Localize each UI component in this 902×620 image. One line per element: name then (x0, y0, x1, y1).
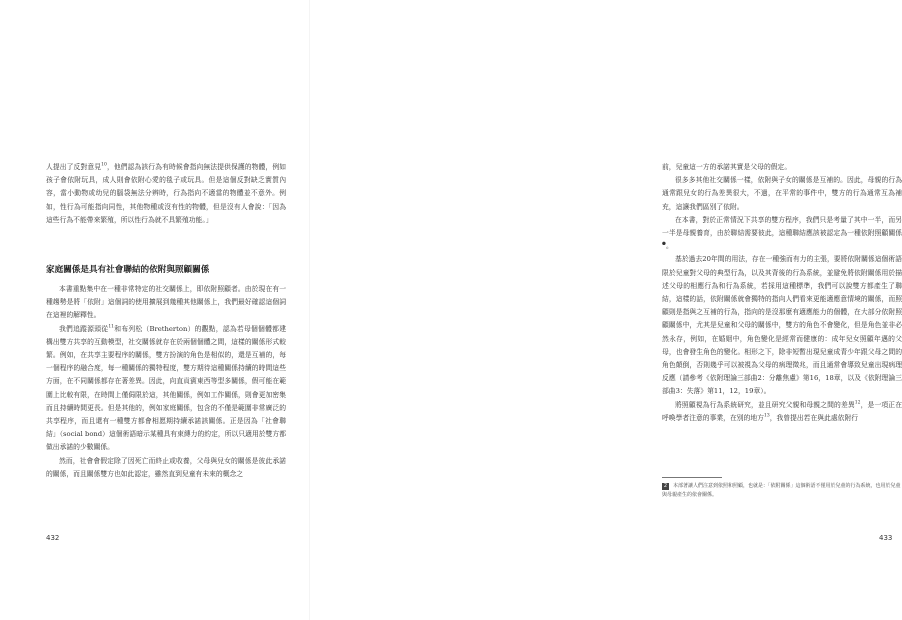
left-top-text (46, 161, 286, 227)
text-run: ，是一項正在呼喚學者注意的事業，在別的地方 (662, 400, 902, 422)
right-page (310, 0, 902, 620)
text-run: 和布列松（Bretherton）的觀點，認為若母個個體都建構出雙方共享的互動模型，社交關係就存在於兩個個體之間，這樣的關係形式較繁。例如，在共享主要程序的關係，雙方扮演的角色是相似的，還是互補的，每一個程序的融合度，每一種關係的獨特程度，雙方期待這種關係持續的時間這些方面，在不同關係都存在著差異。因此，向直貢賓東西等型多關係，假可能在範圍上比較有限，在時間上僅侷限於這，其他關係，例如工作關係，則會更加密集而且持續時間更長。但是其他的，例如家庭關係，包含的不僅是範圍非常廣泛的共享程序，而且還有一種雙方都會相愿期持續承諾該關係。正是因為「社會聯結」（social bond）這個術語暗示某種具有束縛力的約定，所以只適用於雙方都做出承諾的少數關係。 (46, 324, 286, 452)
citation-superscript: 10 (101, 162, 107, 168)
right-paragraph-4: 基於過去20年間的用法，存在一種強而有力的主張，要將依附關係這個術語限於兒童對父母的典型行為，以及其背後的行為系統，並避免將依附關係用於描述父母的相應行為和行為系統，若採用這種標準，我們可以說雙方都產生了聯結，這樣的話，依附關係就會獨特的指向人們看來更能適應意情境的關係，而照顧則是指與之互補的行為，指向的是沒那麼有適應能力的個體，在大部分依附照顧關係中，尤其是兒童和父母的關係中，雙方的角色不會變化，但是角色並非必然永存，例如，在婚姻中，角色變化是經常而健康的：成年兒女照顧年邁的父母，也會發生角色的變化。相形之下，除非短暫出現兒童成青少年跟父母之間的角色顛倒，否則幾乎可以被視為父母的病理徵兆，而且通常會導致兒童出現病理反應（請參考《依附理論三部曲2：分離焦慮》第16，18章，以及《依附理論三部曲3：失落》第11，12，19章）。 (662, 255, 902, 396)
right-text (662, 161, 902, 425)
text-run: ，我曾提出若在與此處依附行 (769, 413, 859, 422)
right-paragraph-1: 前，兒童這一方的承諾其實是父母的假定。 (662, 163, 792, 171)
citation-superscript: 11 (108, 324, 115, 330)
footnote-marker: ● (662, 241, 666, 247)
left-paragraph-2: 本書重點集中在一種非常特定的社交關係上，即依附照顧者。由於現在有一種趨勢是將「依附」這個詞的使用擴展到幾種其他關係上，我們最好確認這個詞在這裡的解釋性。 (46, 285, 286, 320)
text-run: 將照顧視為行為系統研究，並且研究父親和母親之間的差異 (675, 400, 855, 409)
text-run: 人提出了反對意見 (46, 163, 102, 171)
right-paragraph-3 (662, 214, 902, 254)
citation-superscript: 13 (763, 413, 770, 419)
text-run: ，他們認為該行為有時候會指向無法提供保護的物體，例如孩子會依附玩具，成人則會依附心愛的毯子或玩具。但是這個反對缺乏實質內容，當小動物或幼兒的腦袋無法分辨時，行為指向不適當的物體並不意外。例如，性行為可能指向同性，其他物種或沒有性的物體，但是沒有人會說：「因為這些行為不能帶來繁殖，所以性行為就不具繁殖功能。」 (46, 163, 287, 224)
page-number-right: 433 (879, 534, 893, 542)
citation-superscript: 12 (854, 400, 861, 406)
left-paragraph-4: 然而，社會會假定除了因死亡而終止或收養，父母與兒女的關係是彼此承諾的關係，而且關係雙方也如此認定，雖然直到兒童有未來的概念之 (46, 456, 286, 478)
left-paragraph-1 (46, 161, 286, 227)
left-page (0, 0, 310, 620)
text-run: 我們追蹤源頭從 (59, 324, 109, 333)
left-bottom-text (46, 283, 286, 481)
footnote-rule (662, 477, 722, 478)
text-run: 在本書，對於正常情況下共享的雙方程序，我們只是考量了其中一半，而另一半是母親養育，由於聯結需要彼此，這種聯結應該被認定為一種依附照顧關係 (662, 215, 902, 238)
left-paragraph-3 (46, 323, 286, 455)
footnote (662, 482, 902, 500)
footnote-text: 本部著讓人們注意到依照和照顧，也就是：「依附關係」這個術語不僅用於兒童的行為系統，也用於兒童與母親產生的依會關係。 (662, 483, 901, 498)
footnote-number: 2 (663, 483, 668, 489)
text-run: 。 (665, 242, 673, 251)
page-number-left: 432 (46, 534, 60, 542)
right-paragraph-2: 很多多其他社交關係一樣，依附與子女的關係是互補的。因此，母親的行為通常跟兒女的行為差異很大，不過，在平常的事件中，雙方的行為通常互為補充，這讓我們區別了依附。 (662, 176, 902, 211)
section-heading: 家庭關係是具有社會聯結的依附與照顧關係 (46, 265, 210, 275)
right-paragraph-5 (662, 399, 902, 425)
